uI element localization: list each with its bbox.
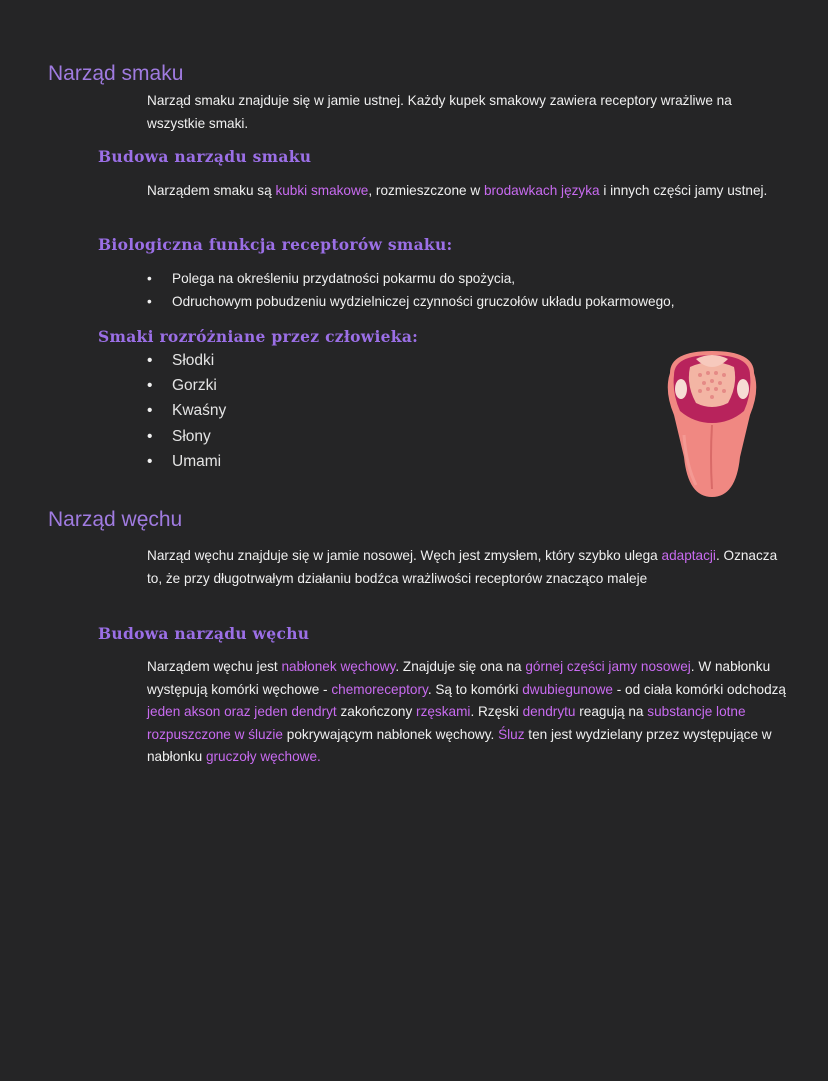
highlighted-term: jeden akson oraz jeden dendryt [147,704,337,719]
text-segment: Narządem smaku są [147,183,276,198]
highlighted-term: substancje lotne rozpuszczone w śluzie [147,704,746,742]
list-item: • Słony [147,424,226,449]
highlighted-term: nabłonek węchowy [281,659,396,674]
list-item: • Gorzki [147,373,226,398]
taste-function-list [147,268,674,313]
highlighted-term: dwubiegunowe [522,681,613,697]
text-segment: zakończony [336,704,417,719]
taste-structure-heading: Budowa narządu smaku [98,147,312,166]
text-segment: Narządem węchu jest [147,659,282,674]
text-segment: . Są to komórki [427,681,523,697]
text-segment: reagują na [575,704,648,719]
highlighted-term: rzęskami [416,704,471,719]
smell-structure-heading: Budowa narządu węchu [98,624,310,643]
list-item: • Umami [147,449,226,474]
taste-title: Narząd smaku [48,62,184,85]
text-segment: . Rzęski [470,704,523,719]
text-segment: , rozmieszczone w [368,183,484,198]
taste-structure-text [147,180,787,203]
highlighted-term: brodawkach języka [483,183,600,198]
tastes-heading: Smaki rozróżniane przez człowieka: [98,327,419,346]
list-item: • Odruchowym pobudzeniu wydzielniczej czynności gruczołów układu pokarmowego, [147,291,674,314]
taste-intro [147,90,787,135]
taste-function-heading: Biologiczna funkcja receptorów smaku: [98,235,453,254]
text-segment: . Oznacza to, że przy długotrwałym działaniu bodźca wrażliwości receptorów znacząco maleje [147,548,778,586]
text-segment: . Znajduje się ona na [395,659,526,674]
highlighted-term: adaptacji [661,548,716,563]
highlighted-term: gruczoły węchowe. [205,749,321,764]
tastes-list [147,348,226,474]
text-segment: Narząd smaku znajduje się w jamie ustnej. Każdy kupek smakowy zawiera receptory wrażliwe na wszystkie smaki. [147,93,732,131]
text-segment: . W nabłonku występują komórki węchowe - [147,659,771,697]
list-item: • Kwaśny [147,398,226,423]
list-item: • Polega na określeniu przydatności pokarmu do spożycia, [147,268,674,291]
smell-structure-text [147,656,787,769]
highlighted-term: dendrytu [522,704,576,719]
text-segment: Narząd węchu znajduje się w jamie nosowej. Węch jest zmysłem, który szybko ulega [147,548,662,563]
smell-intro [147,545,787,590]
text-segment: - od ciała komórki odchodzą [612,681,786,697]
highlighted-term: Śluz [498,726,525,742]
tongue-illustration [656,345,768,501]
text-segment: i innych części jamy ustnej. [599,183,768,198]
highlighted-term: chemoreceptory [331,681,428,697]
highlighted-term: górnej części jamy nosowej [525,659,691,674]
text-segment: ten jest wydzielany przez występujące w nabłonku [147,726,772,764]
highlighted-term: kubki smakowe [275,183,369,198]
smell-title: Narząd węchu [48,508,183,531]
list-item: • Słodki [147,348,226,373]
text-segment: pokrywającym nabłonek węchowy. [283,726,499,742]
